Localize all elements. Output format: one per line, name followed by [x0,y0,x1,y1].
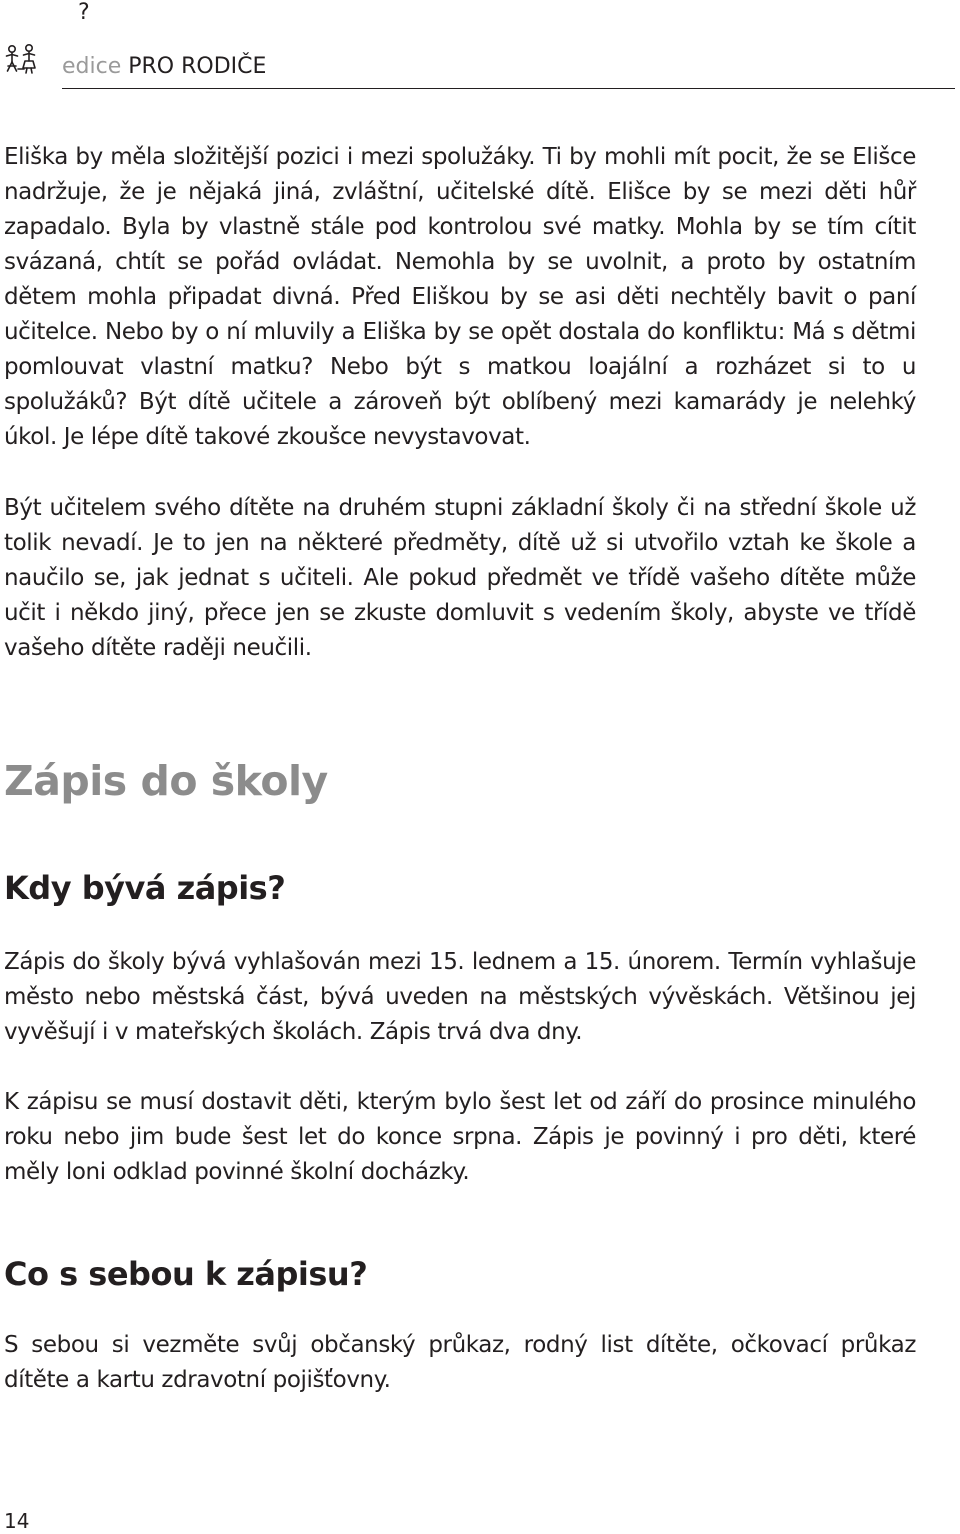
body-paragraph-5: S sebou si vezměte svůj občanský průkaz, rodný list dítěte, očkovací průkaz dítěte a kartu zdravotní pojišťovny. [4,1332,916,1393]
header-divider [62,88,955,89]
body-paragraph-3: Zápis do školy bývá vyhlašován mezi 15. lednem a 15. únorem. Termín vyhlašuje město nebo městská část, bývá uveden na městských vývěskách. Většinou jej vyvěšují i v mateřských školách. Zápis trvá dva dny. [4,949,916,1045]
subheading-when: Kdy bývá zápis? [4,869,286,907]
edition-prefix: edice [62,54,122,79]
edition-label [62,53,266,81]
body-paragraph-2: Být učitelem svého dítěte na druhém stupni základní školy či na střední škole už tolik nevadí. Je to jen na některé předměty, dítě už si utvořilo vztah ke škole a naučilo se, jak jednat s učiteli. Ale pokud předmět ve třídě vašeho dítěte může učit i někdo jiný, přece jen se zkuste domluvit s vedením školy, abyste ve třídě vašeho dítěte raději neučili. [4,495,916,661]
page-number: 14 [4,1509,30,1533]
edition-title: PRO RODIČE [128,54,267,79]
subheading-what-to-bring: Co s sebou k zápisu? [4,1255,368,1293]
body-paragraph-1: Eliška by měla složitější pozici i mezi spolužáky. Ti by mohli mít pocit, že se Elišce nadržuje, že je nějaká jiná, zvláštní, učitelské dítě. Elišce by se mezi děti hůř zapadalo. Byla by vlastně stále pod kontrolou své matky. Mohla by se tím cítit svázaná, chtít se pořád ovládat. Nemohla by se uvolnit, a proto by ostatním dětem mohla připadat divná. Před Eliškou by se asi děti nechtěly bavit o paní učitelce. Nebo by o ní mluvily a Eliška by se opět dostala do konfliktu: Má s dětmi pomlouvat vlastní matku? Nebo být s matkou loajální a rozházet si to u spolužáků? Být dítě učitele a zároveň být oblíbený mezi kamarády je nelehký úkol. Je lépe dítě takové zkoušce nevystavovat. [4,144,916,450]
top-question-mark: ? [78,0,90,25]
section-title: Zápis do školy [4,757,328,805]
page-header [0,38,960,88]
children-figures-icon [4,42,40,78]
body-paragraph-4: K zápisu se musí dostavit děti, kterým bylo šest let od září do prosince minulého roku nebo jim bude šest let do konce srpna. Zápis je povinný i pro děti, které měly loni odklad povinné školní docházky. [4,1089,916,1185]
